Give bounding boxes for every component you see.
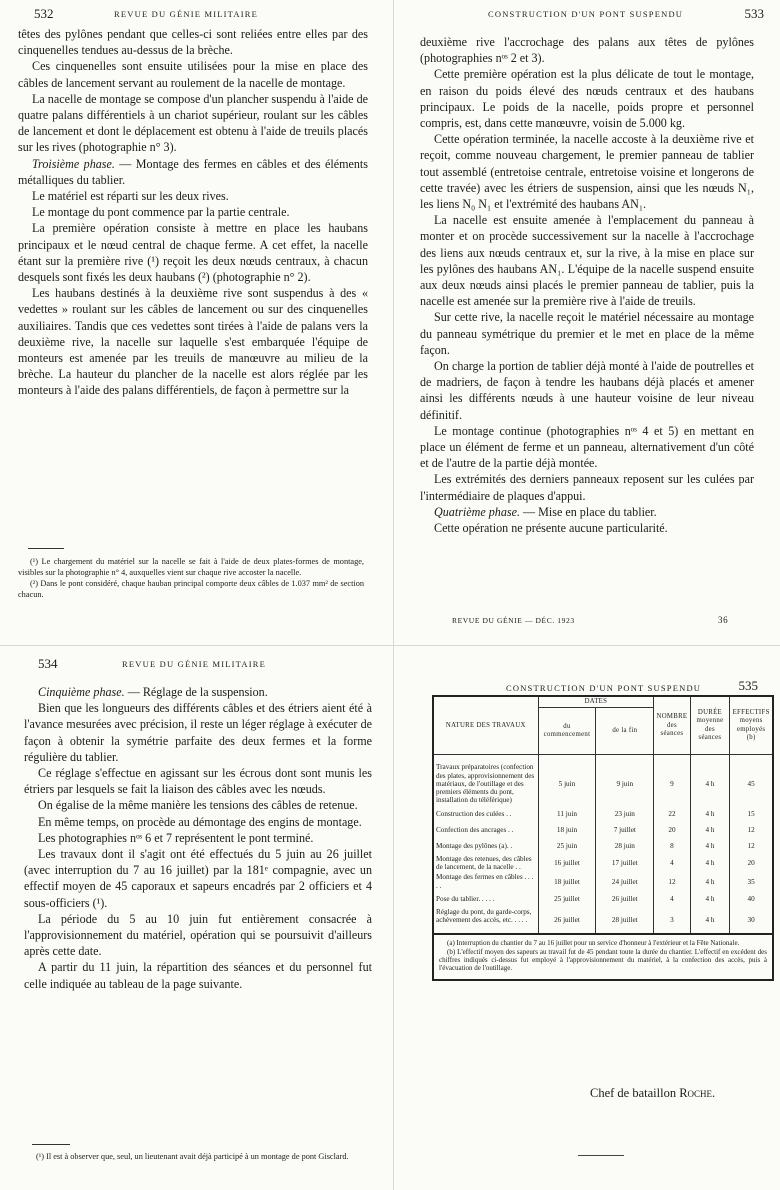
paragraph: Les travaux dont il s'agit ont été effectués du 5 juin au 26 juillet (avec interruption du 7 au 16 juillet) par la 181ᵉ compagnie, avec un effectif moyen de 45 caporaux et sapeurs encadrés par 2 officiers et 4 sous-officiers (¹). bbox=[24, 847, 372, 910]
cell-duration: 4 h bbox=[690, 872, 730, 891]
phase-title: Quatrième phase. bbox=[434, 504, 520, 519]
phase-paragraph bbox=[420, 504, 754, 520]
col-dates: DATES bbox=[538, 696, 654, 708]
spread-gutter bbox=[393, 0, 394, 1190]
phase-text: — Mise en place du tablier. bbox=[520, 504, 657, 519]
footnote: (¹) Le chargement du matériel sur la nacelle se fait à l'aide de deux plates-formes de montage, visibles sur la photographie n° 4, auxquelles vient sur chaque rive accoster la nacelle. bbox=[18, 557, 364, 577]
phase-paragraph bbox=[24, 684, 372, 700]
cell-duration: 4 h bbox=[690, 822, 730, 838]
col-nature: NATURE DES TRAVAUX bbox=[433, 696, 538, 755]
cell-staff: 20 bbox=[730, 854, 773, 873]
paragraph: Cette opération ne présente aucune particularité. bbox=[434, 521, 668, 536]
page-header bbox=[10, 6, 380, 24]
cell-sessions: 22 bbox=[654, 806, 690, 822]
spread-separator bbox=[0, 645, 780, 646]
col-sessions: NOMBRE des séances bbox=[654, 696, 690, 755]
cell-staff: 12 bbox=[730, 838, 773, 854]
cell-sessions: 3 bbox=[654, 907, 690, 934]
cell-end: 9 juin bbox=[596, 755, 654, 806]
paragraph: Les photographies nᵒˢ 6 et 7 représentent le pont terminé. bbox=[38, 830, 314, 845]
cell-staff: 15 bbox=[730, 806, 773, 822]
cell-nature: Construction des culées . . bbox=[433, 806, 538, 822]
footnote: (¹) Il est à observer que, seul, un lieutenant avait déjà participé à un montage de pont Gisclard. bbox=[36, 1152, 349, 1161]
page-header bbox=[410, 6, 772, 24]
cell-end: 28 juillet bbox=[596, 907, 654, 934]
cell-duration: 4 h bbox=[690, 854, 730, 873]
cell-duration: 4 h bbox=[690, 755, 730, 806]
cell-sessions: 12 bbox=[654, 872, 690, 891]
paragraph: Sur cette rive, la nacelle reçoit le matériel nécessaire au montage du panneau symétrique du premier et le met en place de la même façon. bbox=[420, 310, 754, 357]
footnotes bbox=[18, 556, 364, 600]
cell-duration: 4 h bbox=[690, 838, 730, 854]
paragraph: La période du 5 au 10 juin fut entièrement consacrée à l'approvisionnement du matériel, opération qui se poursuivit d'ailleurs après cette date. bbox=[24, 911, 372, 959]
cell-nature: Confection des ancrages . . bbox=[433, 822, 538, 838]
phase-text: — Montage des fermes en câbles et des éléments métalliques du tablier. bbox=[18, 156, 368, 187]
author-signature bbox=[590, 1086, 715, 1101]
phase-paragraph bbox=[18, 156, 368, 188]
cell-end: 28 juin bbox=[596, 838, 654, 854]
cell-start: 18 juin bbox=[538, 822, 596, 838]
paragraph: Le montage continue (photographies nᵒˢ 4 et 5) en mettant en place un élément de ferme et un panneau, alternativement d'un côté et de l'autre de la partie déjà montée. bbox=[420, 423, 754, 471]
cell-nature: Réglage du pont, du garde-corps, achèvement des accès, etc. . . . . bbox=[433, 907, 538, 934]
page-number: 535 bbox=[738, 678, 758, 693]
cell-nature: Montage des retenues, des câbles de lancement, de la nacelle . . bbox=[433, 854, 538, 873]
phase-title: Cinquième phase. bbox=[38, 685, 125, 699]
cell-duration: 4 h bbox=[690, 907, 730, 934]
cell-start: 16 juillet bbox=[538, 854, 596, 873]
paragraph: La nacelle de montage se compose d'un plancher suspendu à l'aide de quatre palans différentiels à un chariot supérieur, roulant sur les câbles de lancement et dont le déplacement est obtenu à l'aide de treuils placés sur les rives (photographie n° 3). bbox=[18, 91, 368, 155]
table-note: (b) L'effectif moyen des sapeurs au travail fut de 45 pendant toute la durée du chantier. L'effectif en excédent des chiffres indiqués ci-dessus fut employé à l'approvisionnement du matériel, à la confection des accès, puis à l'évacuation de l'outillage. bbox=[439, 947, 767, 973]
cell-end: 26 juillet bbox=[596, 891, 654, 907]
footnote-rule bbox=[28, 548, 64, 549]
cell-start: 26 juillet bbox=[538, 907, 596, 934]
running-title: CONSTRUCTION D'UN PONT SUSPENDU bbox=[488, 9, 684, 19]
body-text bbox=[24, 684, 372, 992]
page-number: 532 bbox=[34, 6, 54, 21]
page-535 bbox=[400, 650, 780, 1190]
paragraph: La nacelle est ensuite amenée à l'emplacement du panneau à monter et on procède successivement sur la nacelle à l'accrochage des liens aux nœuds centraux et, sur la rive, à la mise en place sur les pylônes des haubans AN₁. L'équipe de la nacelle suspend ensuite aux deux nœuds ainsi placés le premier panneau de tablier, puis la nacelle est amenée sur la première rive à l'aide de treuils. bbox=[420, 213, 754, 309]
paragraph: têtes des pylônes pendant que celles-ci sont reliées entre elles par des cinquenelles tendues au-dessus de la brèche. bbox=[18, 27, 368, 58]
page-534 bbox=[0, 650, 392, 1190]
page-header bbox=[410, 656, 772, 693]
paragraph: Ces cinquenelles sont ensuite utilisées pour la mise en place des câbles de lancement servant au roulement de la nacelle de montage. bbox=[18, 59, 368, 90]
cell-nature: Pose du tablier. . . . . bbox=[433, 891, 538, 907]
table-notes bbox=[433, 934, 773, 981]
cell-nature: Montage des pylônes (a). . bbox=[433, 838, 538, 854]
page-533 bbox=[400, 0, 780, 640]
author-name: Roche. bbox=[679, 1086, 716, 1100]
cell-start: 25 juin bbox=[538, 838, 596, 854]
cell-start: 11 juin bbox=[538, 806, 596, 822]
paragraph: Bien que les longueurs des différents câbles et des étriers aient été à l'avance mesurées avec précision, il reste un léger réglage à exécuter de façon à obtenir la symétrie parfaite des deux fermes et la forme régulière du tablier. bbox=[24, 701, 372, 764]
end-rule bbox=[578, 1155, 624, 1156]
table-row bbox=[433, 838, 773, 854]
paragraph: Ce réglage s'effectue en agissant sur les écrous dont sont munis les étriers par lesquels se fait la liaison des câbles avec les nœuds. bbox=[24, 766, 372, 797]
table-row bbox=[433, 907, 773, 934]
cell-duration: 4 h bbox=[690, 806, 730, 822]
footnotes bbox=[24, 1151, 368, 1162]
cell-sessions: 4 bbox=[654, 854, 690, 873]
page-532 bbox=[0, 0, 388, 640]
running-title: REVUE DU GÉNIE MILITAIRE bbox=[114, 9, 259, 19]
running-title: CONSTRUCTION D'UN PONT SUSPENDU bbox=[506, 683, 702, 693]
cell-end: 23 juin bbox=[596, 806, 654, 822]
signature-mark: 36 bbox=[718, 615, 729, 625]
cell-staff: 45 bbox=[730, 755, 773, 806]
paragraph: A partir du 11 juin, la répartition des séances et du personnel fut celle indiquée au tableau de la page suivante. bbox=[24, 960, 372, 991]
cell-sessions: 20 bbox=[654, 822, 690, 838]
table-row bbox=[433, 755, 773, 806]
paragraph: Cette première opération est la plus délicate de tout le montage, en raison du poids élevé des nœuds centraux et des haubans principaux. Le poids de la nacelle, poids propre et personnel compris, est, dans cette manœuvre, voisin de 5.000 kg. bbox=[420, 67, 754, 131]
cell-end: 17 juillet bbox=[596, 854, 654, 873]
cell-staff: 40 bbox=[730, 891, 773, 907]
author-rank: Chef de bataillon bbox=[590, 1086, 680, 1100]
page-number: 533 bbox=[744, 6, 764, 21]
body-text bbox=[420, 34, 754, 536]
cell-sessions: 8 bbox=[654, 838, 690, 854]
col-start: du commencement bbox=[538, 708, 596, 755]
col-staff: EFFECTIFS moyens employés (b) bbox=[730, 696, 773, 755]
cell-end: 7 juillet bbox=[596, 822, 654, 838]
cell-staff: 35 bbox=[730, 872, 773, 891]
paragraph: Le matériel est réparti sur les deux rives. bbox=[32, 189, 229, 204]
page-number: 534 bbox=[38, 656, 58, 671]
col-duration: DURÉE moyenne des séances bbox=[690, 696, 730, 755]
paragraph: Le montage du pont commence par la partie centrale. bbox=[32, 205, 290, 220]
paragraph: Les extrémités des derniers panneaux reposent sur les culées par l'intermédiaire de plaques d'appui. bbox=[420, 472, 754, 503]
body-text bbox=[18, 26, 368, 399]
paragraph: Cette opération terminée, la nacelle accoste à la deuxième rive et reçoit, comme nouveau chargement, le premier panneau de tablier tout assemblé (entretoise centrale, entretoise voisine et longerons de cette travée) avec les étriers de suspension, ainsi que les nœuds N₁, les liens N₀ N₁ et l'extrémité des haubans AN₁. bbox=[420, 132, 754, 212]
issue-footer: REVUE DU GÉNIE — DÉC. 1923 bbox=[452, 616, 575, 625]
cell-start: 25 juillet bbox=[538, 891, 596, 907]
cell-staff: 30 bbox=[730, 907, 773, 934]
paragraph: Les haubans destinés à la deuxième rive sont suspendus à des « vedettes » roulant sur les câbles de lancement ou sur des cinquenelles auxiliaires. Tandis que ces vedettes sont tirées à l'aide de palans vers la deuxième rive, la nacelle sur laquelle s'est embarquée l'équipe de monteurs est amenée par les treuils de manœuvre au milieu de la brèche. La hauteur du plancher de la nacelle est alors réglée par les monteurs à l'aide des palans différentiels, de façon à permettre sur la bbox=[18, 286, 368, 398]
table-row bbox=[433, 891, 773, 907]
running-title: REVUE DU GÉNIE MILITAIRE bbox=[122, 659, 267, 669]
footnote-rule bbox=[32, 1144, 70, 1145]
cell-sessions: 4 bbox=[654, 891, 690, 907]
table-row bbox=[433, 822, 773, 838]
table-note: (a) Interruption du chantier du 7 au 16 juillet pour un service d'honneur à l'extérieur et la Fête Nationale. bbox=[447, 938, 740, 947]
cell-duration: 4 h bbox=[690, 891, 730, 907]
cell-start: 18 juillet bbox=[538, 872, 596, 891]
paragraph: deuxième rive l'accrochage des palans aux têtes de pylônes (photographies nᵒˢ 2 et 3). bbox=[420, 35, 754, 66]
cell-start: 5 juin bbox=[538, 755, 596, 806]
cell-end: 24 juillet bbox=[596, 872, 654, 891]
works-table bbox=[432, 695, 774, 981]
footnote: (²) Dans le pont considéré, chaque hauban principal comporte deux câbles de 1.037 mm² de section chacun. bbox=[18, 579, 364, 599]
cell-nature: Travaux préparatoires (confection des plates, approvisionnement des matériaux, de l'outillage et des premiers éléments du pont, installation du téléférique) bbox=[433, 755, 538, 806]
page-header bbox=[10, 656, 384, 674]
cell-sessions: 9 bbox=[654, 755, 690, 806]
phase-text: — Réglage de la suspension. bbox=[124, 685, 268, 699]
cell-nature: Montage des fermes en câbles . . . . . bbox=[433, 872, 538, 891]
paragraph: On égalise de la même manière les tensions des câbles de retenue. bbox=[38, 798, 358, 813]
paragraph: En même temps, on procède au démontage des engins de montage. bbox=[38, 814, 362, 829]
table-row bbox=[433, 806, 773, 822]
table-row bbox=[433, 854, 773, 873]
table-row bbox=[433, 872, 773, 891]
paragraph: La première opération consiste à mettre en place les haubans principaux et le nœud central de chaque ferme. A cet effet, la nacelle étant sur la première rive (¹) reçoit les deux nœuds centraux, à chacun desquels sont fixés les deux haubans (²) (photographie n° 2). bbox=[18, 221, 368, 285]
paragraph: On charge la portion de tablier déjà monté à l'aide de poutrelles et de madriers, de façon à tendre les haubans déjà placés et amener ainsi les différents nœuds à une hauteur voisine de leur niveau définitif. bbox=[420, 359, 754, 422]
col-end: de la fin bbox=[596, 708, 654, 755]
phase-title: Troisième phase. bbox=[32, 156, 115, 171]
cell-staff: 12 bbox=[730, 822, 773, 838]
